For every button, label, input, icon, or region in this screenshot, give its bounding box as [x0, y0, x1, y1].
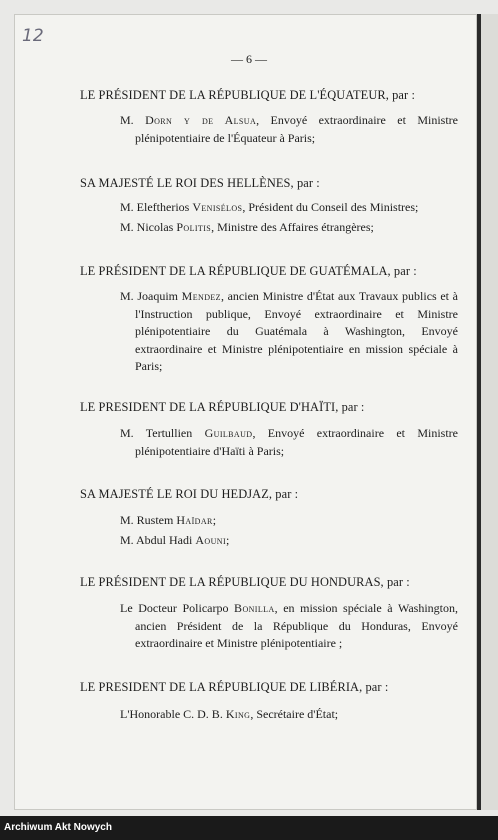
- delegate-name: Guilbaud: [204, 426, 253, 440]
- folio-number: 12: [22, 26, 44, 46]
- page-number: — 6 —: [231, 52, 267, 66]
- delegate-name: Bonilla: [234, 601, 275, 615]
- delegate-text: M. Rustem Haïdar;: [120, 513, 217, 527]
- delegate-text: Le Docteur Policarpo Bonilla, en mission spéciale à Washington, ancien Président de la République du Honduras, Envoyé extraordinaire et Ministre plénipotentiaire ;: [120, 601, 458, 650]
- entry-heading: LE PRÉSIDENT DE LA RÉPUBLIQUE DE GUATÉMALA, par :: [80, 264, 417, 278]
- archive-label: Archiwum Akt Nowych: [4, 822, 112, 833]
- delegate-text: M. Nicolas Politis, Ministre des Affaires étrangères;: [120, 220, 374, 234]
- entry-heading: LE PRESIDENT DE LA RÉPUBLIQUE DE LIBÉRIA, par :: [80, 680, 389, 694]
- entry-heading: SA MAJESTÉ LE ROI DU HEDJAZ, par :: [80, 487, 299, 501]
- entry-heading: SA MAJESTÉ LE ROI DES HELLÈNES, par :: [80, 176, 320, 190]
- delegate-name: Politis: [176, 220, 212, 234]
- delegate-name: Haïdar: [176, 513, 213, 527]
- delegate-name: Mendez: [181, 289, 221, 303]
- delegate-text: M. Joaquim Mendez, ancien Ministre d'État aux Travaux publics et à l'Instruction publique, Envoyé extraordinaire et Ministre plénipotentiaire du Guatémala à Washington, Envoyé extraordinaire et Ministre plénipotentiaire en mission spéciale à Paris;: [120, 289, 458, 373]
- delegate-text: M. Dorn y de Alsua, Envoyé extraordinaire et Ministre plénipotentiaire de l'Équateur à Paris;: [120, 113, 458, 145]
- delegate-text: M. Eleftherios Venisélos, Président du Conseil des Ministres;: [120, 200, 419, 214]
- entry-heading: LE PRESIDENT DE LA RÉPUBLIQUE D'HAÏTI, par :: [80, 400, 365, 414]
- delegate-text: L'Honorable C. D. B. King, Secrétaire d'État;: [120, 707, 339, 721]
- delegate-name: Aouni: [195, 533, 227, 547]
- archive-footer: [0, 816, 498, 840]
- entry-heading: LE PRÉSIDENT DE LA RÉPUBLIQUE DE L'ÉQUATEUR, par :: [80, 88, 415, 102]
- entry-heading: LE PRÉSIDENT DE LA RÉPUBLIQUE DU HONDURAS, par :: [80, 575, 410, 589]
- delegate-text: M. Tertullien Guilbaud, Envoyé extraordinaire et Ministre plénipotentiaire d'Haïti à Paris;: [120, 426, 458, 458]
- page-margin: [481, 14, 498, 810]
- delegate-name: Dorn y de Alsua: [145, 113, 257, 127]
- delegate-name: King: [225, 707, 251, 721]
- delegate-name: Venisélos: [192, 200, 243, 214]
- delegate-text: M. Abdul Hadi Aouni;: [120, 533, 230, 547]
